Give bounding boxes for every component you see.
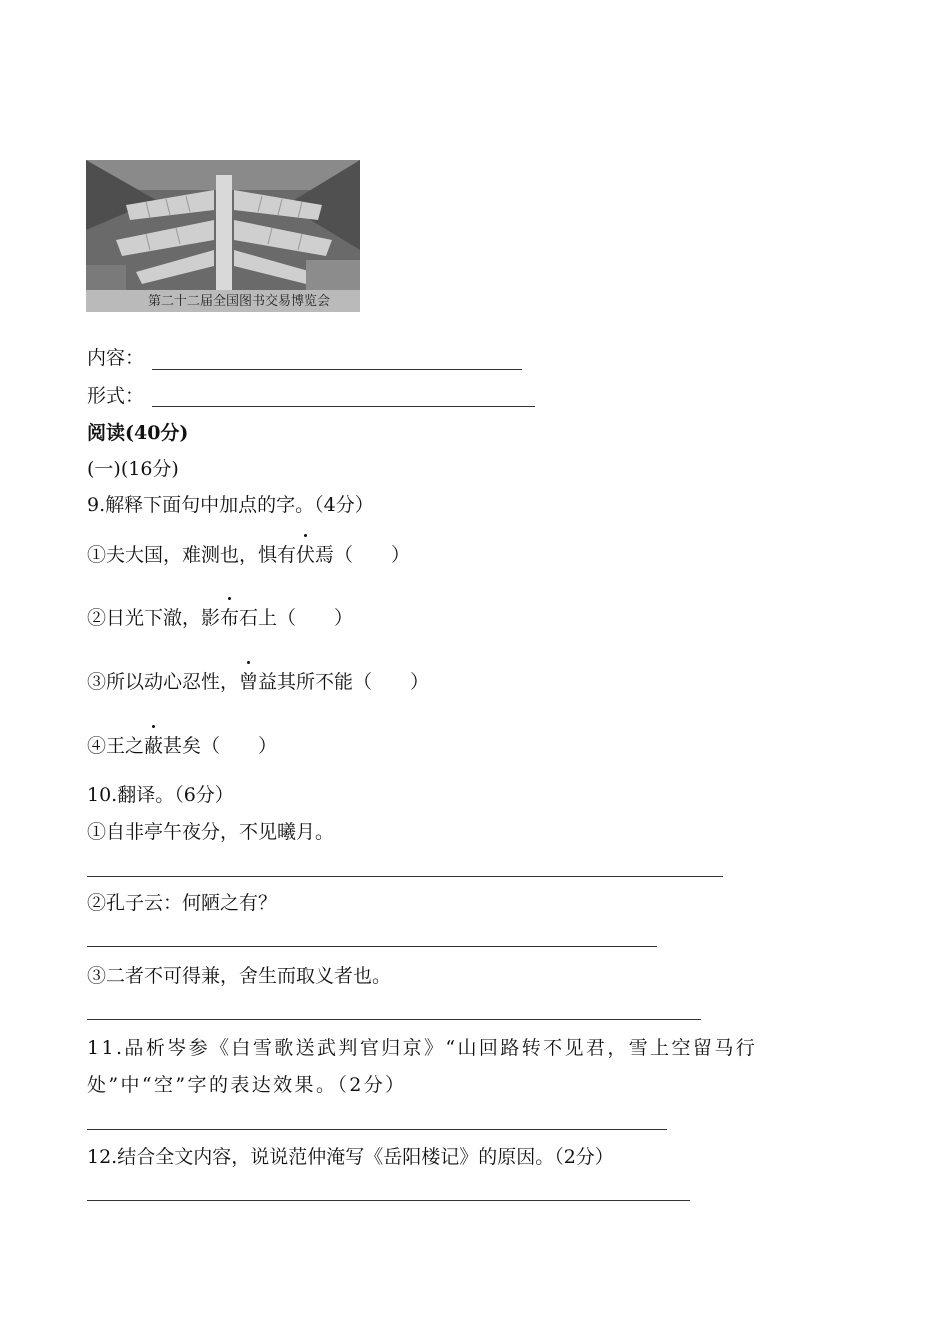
question-10-item-2: ②孔子云：何陋之有？ xyxy=(87,892,278,914)
question-10-answer-line-1[interactable] xyxy=(87,876,723,877)
question-12-text: 12.结合全文内容，说说范仲淹写《岳阳楼记》的原因。（2分） xyxy=(87,1146,614,1168)
dotted-character: 蔽 xyxy=(144,735,164,757)
section-title: 阅读(40分) xyxy=(87,422,189,444)
item-text-after: 石上（ ） xyxy=(239,607,354,629)
item-text-after: 益其所不能（ ） xyxy=(258,671,430,693)
item-text-before: ②日光下澈，影 xyxy=(87,607,221,629)
question-11-text: 11.品析岑参《白雪歌送武判官归京》“山回路转不见君，雪上空留马行处”中“空”字的表达效果。（2分） xyxy=(87,1037,758,1096)
content-answer-line[interactable] xyxy=(152,369,522,370)
question-10-answer-line-2[interactable] xyxy=(87,946,657,947)
item-text-before: ①夫大国，难测也，惧有 xyxy=(87,544,297,566)
photo-caption: 第二十二届全国图书交易博览会 xyxy=(148,294,331,309)
item-text-after: 甚矣（ ） xyxy=(163,735,278,757)
item-text-before: ③所以动心忍性， xyxy=(87,671,240,693)
dotted-character: 曾 xyxy=(239,671,259,693)
item-text-before: ④王之 xyxy=(87,735,145,757)
question-9-item-2 xyxy=(87,605,353,631)
question-9-item-1 xyxy=(87,542,410,568)
form-answer-line[interactable] xyxy=(152,406,535,407)
form-field-label: 形式： xyxy=(87,385,145,407)
question-10-item-3: ③二者不可得兼，舍生而取义者也。 xyxy=(87,965,392,987)
question-9-title: 9.解释下面句中加点的字。（4分） xyxy=(87,494,374,516)
question-10-item-1: ①自非亭午夜分，不见曦月。 xyxy=(87,821,335,843)
question-12-answer-line[interactable] xyxy=(87,1200,690,1201)
book-fair-photo xyxy=(86,160,360,312)
question-9-item-3 xyxy=(87,669,429,695)
subsection-title: (一)(16分) xyxy=(87,458,179,480)
item-text-after: 焉（ ） xyxy=(315,544,411,566)
dotted-character: 伏 xyxy=(296,544,316,566)
dotted-character: 布 xyxy=(220,607,240,629)
content-field-label: 内容： xyxy=(87,347,145,369)
question-11-answer-line[interactable] xyxy=(87,1129,667,1130)
question-10-answer-line-3[interactable] xyxy=(87,1019,701,1020)
question-9-item-4 xyxy=(87,733,277,759)
question-10-title: 10.翻译。（6分） xyxy=(87,784,234,806)
